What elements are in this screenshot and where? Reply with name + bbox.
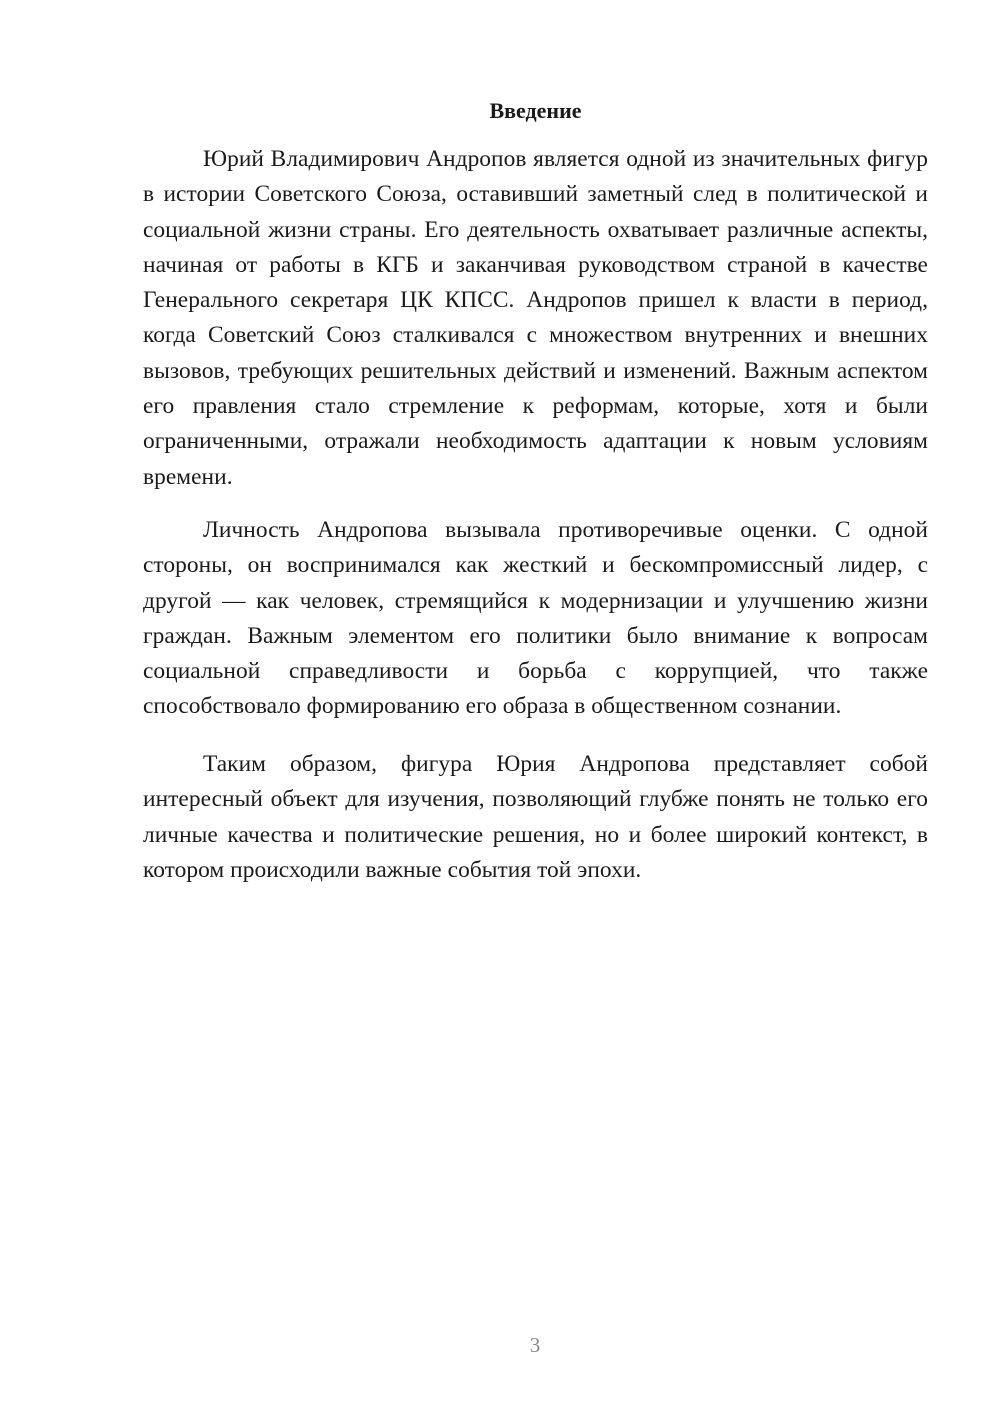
paragraph-conclusion: Таким образом, фигура Юрия Андропова представляет собой интересный объект для изучения, позволяющий глубже понять не только его личные качества и политические решения, но и более широкий контекст, в котором происходили важные события той эпохи.	[143, 751, 928, 883]
paragraph-intro: Юрий Владимирович Андропов является одной из значительных фигур в истории Советского Союза, оставивший заметный след в политической и социальной жизни страны. Его деятельность охватывает различные аспекты, начиная от работы в КГБ и заканчивая руководством страной в качестве Генерального секретаря ЦК КПСС. Андропов пришел к власти в период, когда Советский Союз сталкивался с множеством внутренних и внешних вызовов, требующих решительных действий и изменений. Важным аспектом его правления стало стремление к реформам, которые, хотя и были ограниченными, отражали необходимость адаптации к новым условиям времени.	[143, 146, 928, 490]
paragraph-personality: Личность Андропова вызывала противоречивые оценки. С одной стороны, он воспринимался как жесткий и бескомпромиссный лидер, с другой — как человек, стремящийся к модернизации и улучшению жизни граждан. Важным элементом его политики было внимание к вопросам социальной справедливости и борьба с коррупцией, что также способствовало формированию его образа в общественном сознании.	[143, 517, 928, 720]
section-heading: Введение	[489, 98, 582, 123]
page-number: 3	[529, 1333, 541, 1357]
